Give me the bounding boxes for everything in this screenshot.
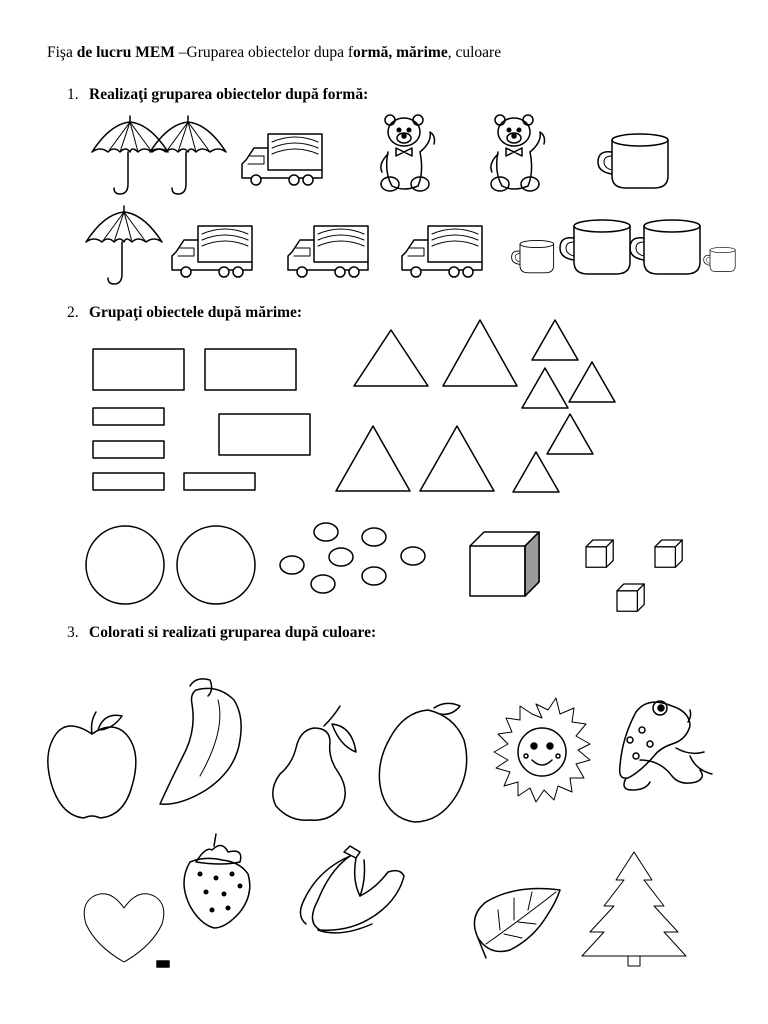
umbrella-icon xyxy=(150,116,226,194)
oval-shape xyxy=(314,523,338,541)
cup-icon xyxy=(512,240,554,272)
task-3-number: 3. xyxy=(67,624,79,641)
triangle-shape xyxy=(547,414,593,454)
circle-shape xyxy=(177,526,255,604)
banana-icon xyxy=(300,846,404,933)
rectangle-shape xyxy=(93,408,164,425)
truck-icon xyxy=(402,226,482,277)
small-cube xyxy=(655,540,682,567)
oval-shape xyxy=(362,567,386,585)
heart-icon xyxy=(84,894,169,967)
triangle-shape xyxy=(336,426,410,491)
section-2-drawings xyxy=(86,320,682,611)
title-part-5: , culoare xyxy=(447,44,502,61)
rectangle-shape xyxy=(205,349,296,390)
oval-shape xyxy=(311,575,335,593)
task-2-text: Grupaţi obiectele după mărime: xyxy=(89,304,303,321)
pepper-icon xyxy=(160,679,241,804)
triangle-shape xyxy=(443,320,517,386)
oval-shape xyxy=(329,548,353,566)
circle-shape xyxy=(86,526,164,604)
triangle-shape xyxy=(532,320,578,360)
triangle-shape xyxy=(569,362,615,402)
cup-icon xyxy=(560,220,630,274)
cup-icon xyxy=(598,134,668,188)
title-part-4: ormă, mărime xyxy=(353,44,448,61)
triangle-shape xyxy=(522,368,568,408)
triangle-shape xyxy=(354,330,428,386)
section-3-drawings xyxy=(48,679,712,967)
strawberry-icon xyxy=(184,834,250,928)
truck-icon xyxy=(288,226,368,277)
oval-shape xyxy=(362,528,386,546)
leaf-icon xyxy=(474,889,560,959)
cup-icon xyxy=(630,220,700,274)
small-cube xyxy=(617,584,644,611)
title-part-2: de lucru MEM xyxy=(76,44,175,61)
rectangle-shape xyxy=(184,473,255,490)
large-cube xyxy=(470,532,539,596)
frog-icon xyxy=(620,701,712,790)
task-1-text: Realizaţi gruparea obiectelor după formă: xyxy=(89,86,369,103)
sun-icon xyxy=(494,698,590,802)
cup-icon xyxy=(704,247,736,271)
triangle-shape xyxy=(420,426,494,491)
teddy-bear-icon xyxy=(491,115,545,191)
section-1-drawings xyxy=(86,115,735,284)
task-3-text: Colorati si realizati gruparea după culoare: xyxy=(89,624,377,641)
rectangle-shape xyxy=(219,414,310,455)
apple-icon xyxy=(48,712,136,818)
small-cube xyxy=(586,540,613,567)
triangle-shape xyxy=(513,452,559,492)
pear-icon xyxy=(273,706,356,820)
truck-icon xyxy=(172,226,252,277)
rectangle-shape xyxy=(93,349,184,390)
lemon-icon xyxy=(379,703,466,822)
umbrella-icon xyxy=(92,116,168,194)
umbrella-icon xyxy=(86,206,162,284)
task-2-number: 2. xyxy=(67,304,79,321)
title-part-1: Fişa xyxy=(47,44,77,61)
rectangle-shape xyxy=(93,441,164,458)
oval-shape xyxy=(401,547,425,565)
rectangle-shape xyxy=(93,473,164,490)
fir-tree-icon xyxy=(582,852,686,966)
teddy-bear-icon xyxy=(381,115,435,191)
task-1-number: 1. xyxy=(67,86,79,103)
oval-shape xyxy=(280,556,304,574)
truck-icon xyxy=(242,134,322,185)
title-part-3: –Gruparea obiectelor dupa f xyxy=(174,44,354,61)
